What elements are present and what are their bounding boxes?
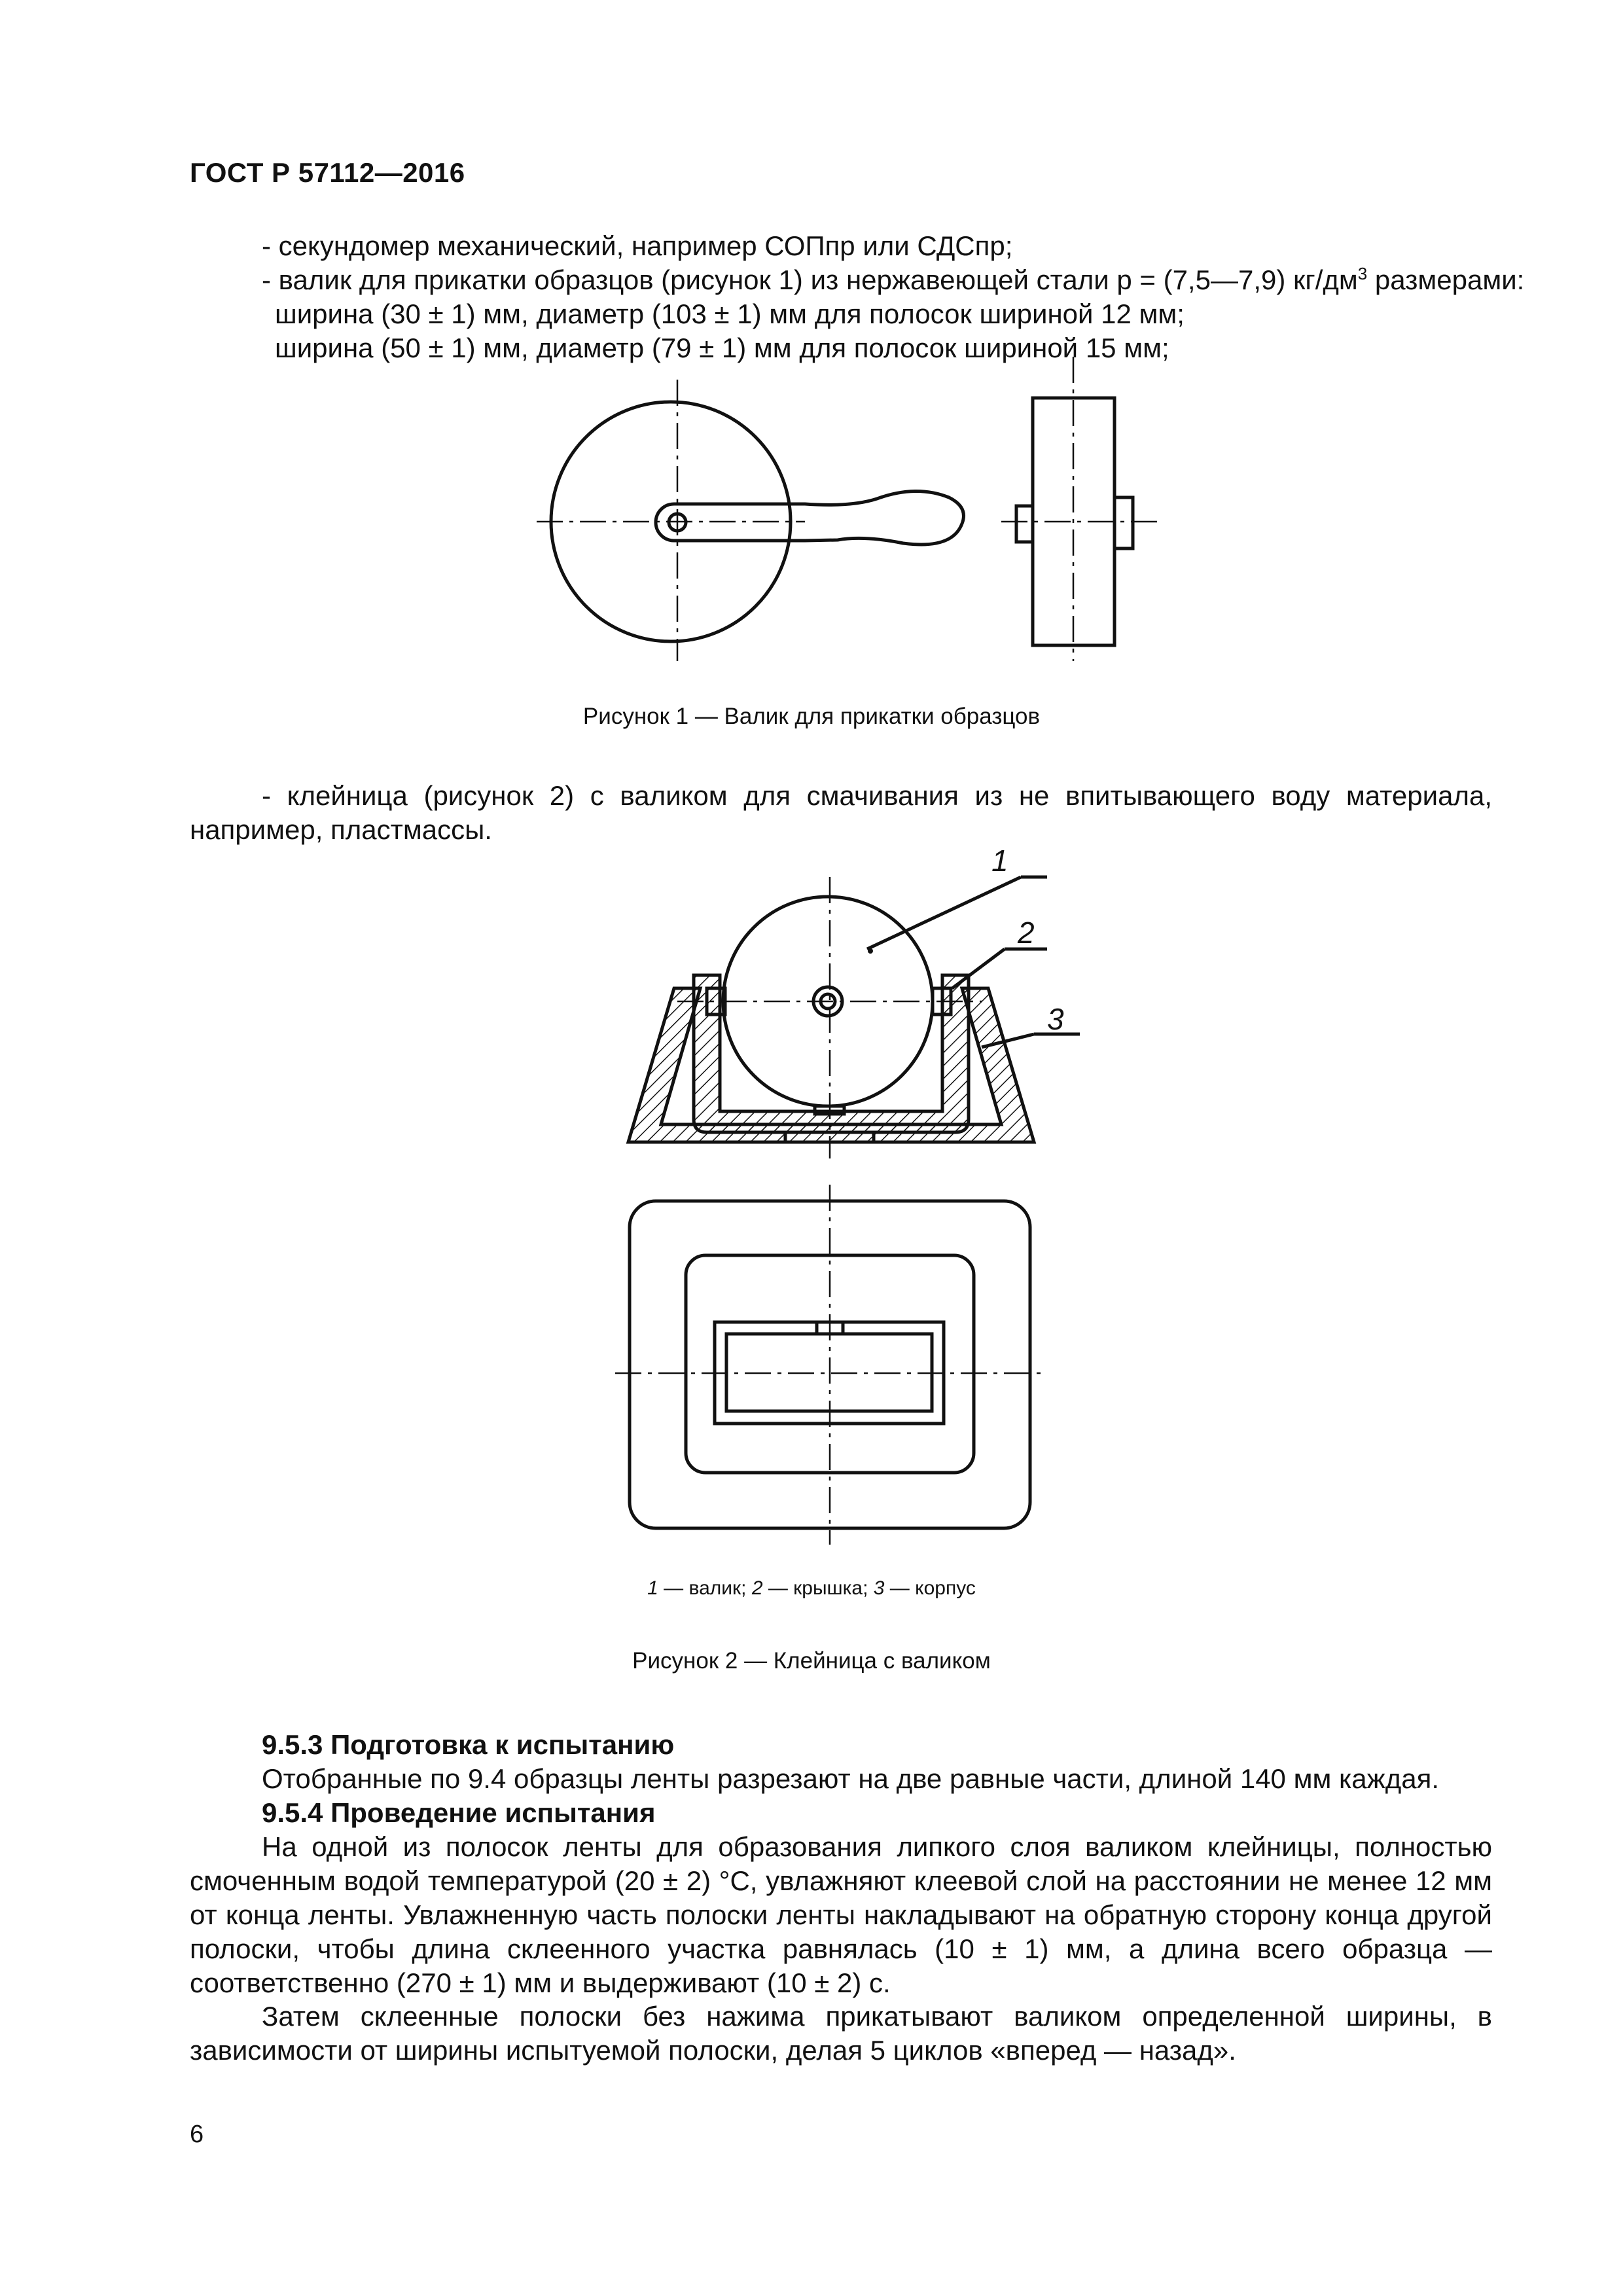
handle-pivot	[669, 514, 686, 531]
plan-view-tab	[817, 1322, 843, 1334]
figure-2-legend	[0, 1577, 1623, 1600]
bearing-left	[707, 988, 725, 1014]
page-number: 6	[190, 2121, 204, 2148]
legend-text-2: — крышка;	[762, 1577, 874, 1599]
roller-side-view	[1033, 398, 1115, 645]
axle-left	[1016, 506, 1033, 542]
glue-pot-body	[628, 988, 1034, 1142]
legend-num-2: 2	[751, 1577, 763, 1599]
list-item-roller-size-1: ширина (30 ± 1) мм, диаметр (103 ± 1) мм для полосок шириной 12 мм;	[275, 298, 1185, 329]
figure-2-label-3: 3	[1047, 1002, 1064, 1036]
figure-2-caption: Рисунок 2 — Клейница с валиком	[632, 1648, 991, 1674]
section-9-5-3-heading: 9.5.3 Подготовка к испытанию	[262, 1729, 675, 1760]
list-item-roller-tail: размерами:	[1367, 264, 1525, 295]
figure-2-label-1: 1	[991, 844, 1008, 878]
legend-text-1: — валик;	[658, 1577, 752, 1599]
bearing-right	[933, 988, 951, 1014]
section-9-5-4-paragraph-1: На одной из полосок ленты для образования липкого слоя валиком клейницы, полностью смоченным водой температурой (20 ± 2) °С, увлажняют клеевой слой на расстоянии не менее 12 мм от конца ленты. Увлажненную часть полоски ленты накладывают на обратную сторону конца другой полоски, чтобы длина склеенного участка равнялась (10 ± 1) мм, а длина всего образца — соответственно (270 ± 1) мм и выдерживают (10 ± 2) с.	[190, 1831, 1492, 1998]
glue-pot-lid	[694, 975, 969, 1132]
axle-right	[1115, 497, 1133, 548]
legend-num-3: 3	[873, 1577, 885, 1599]
roller-disc	[551, 402, 791, 641]
paragraph-glue-pot: - клейница (рисунок 2) с валиком для смачивания из не впитывающего воду материала, например, пластмассы.	[190, 780, 1492, 845]
section-9-5-3-text: Отобранные по 9.4 образцы ленты разрезают на две равные части, длиной 140 мм каждая.	[262, 1763, 1440, 1794]
section-9-5-4-paragraph-2: Затем склеенные полоски без нажима прикатывают валиком определенной ширины, в зависимости от ширины испытуемой полоски, делая 5 циклов «вперед — назад».	[190, 2001, 1492, 2066]
legend-text-3: — корпус	[884, 1577, 976, 1599]
plan-view-roller-inner	[726, 1334, 932, 1411]
plan-view-outer	[630, 1201, 1030, 1528]
plan-view-inner	[686, 1255, 974, 1473]
superscript: 3	[1357, 264, 1368, 283]
figure-2-label-2: 2	[1018, 916, 1035, 950]
plan-view-roller-outer	[715, 1322, 944, 1424]
legend-num-1: 1	[647, 1577, 658, 1599]
list-item-stopwatch: - секундомер механический, например СОПпр или СДСпр;	[262, 230, 1013, 261]
roller-handle	[656, 491, 964, 545]
list-item-roller	[262, 263, 1524, 297]
glue-roller-axle-outer	[813, 987, 842, 1016]
list-item-roller-size-2: ширина (50 ± 1) мм, диаметр (79 ± 1) мм для полосок шириной 15 мм;	[275, 332, 1169, 363]
figure-1-caption: Рисунок 1 — Валик для прикатки образцов	[582, 704, 1041, 729]
glue-roller	[723, 897, 933, 1106]
document-header: ГОСТ Р 57112—2016	[190, 157, 465, 188]
roller-stand	[815, 1106, 844, 1114]
section-9-5-4-heading: 9.5.4 Проведение испытания	[262, 1797, 656, 1828]
list-item-roller-text: - валик для прикатки образцов (рисунок 1) из нержавеющей стали р = (7,5—7,9) кг/дм	[262, 264, 1358, 295]
glue-roller-axle-inner	[821, 994, 835, 1009]
glue-pot-foot	[785, 1132, 874, 1142]
